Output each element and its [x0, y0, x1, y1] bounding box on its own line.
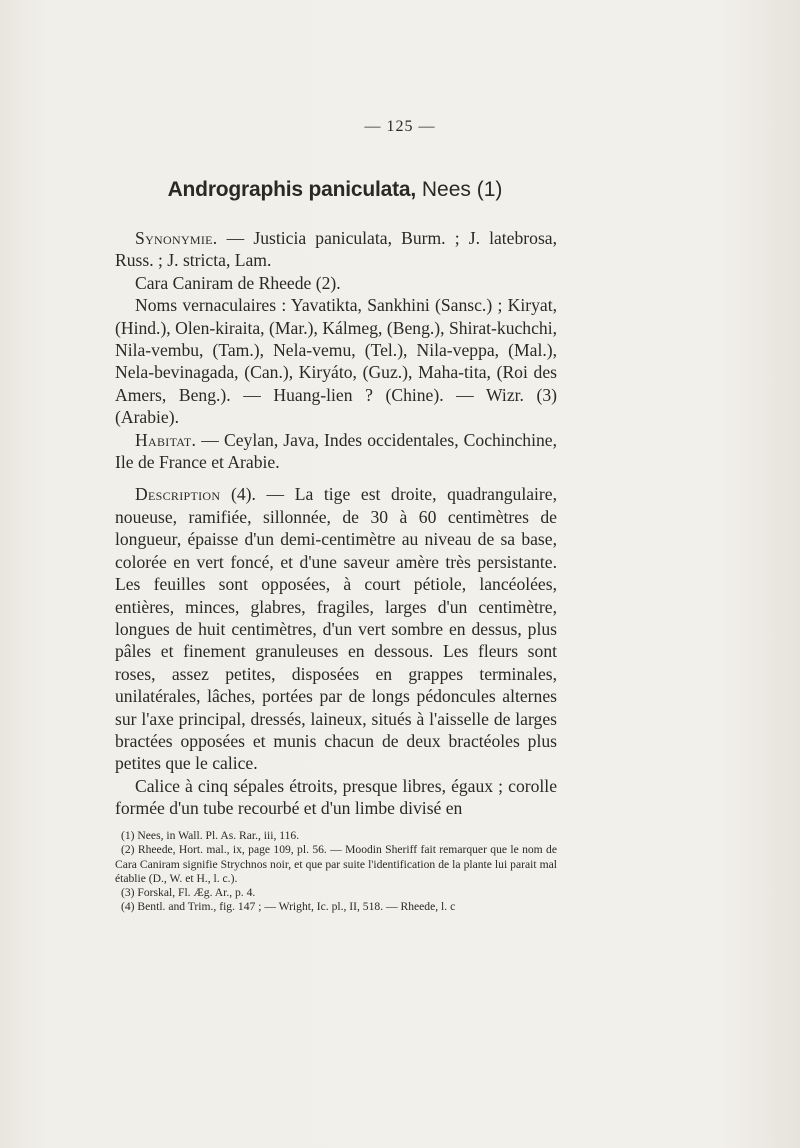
title-footnote-ref: (1): [476, 178, 503, 201]
page-number: — 125 —: [364, 118, 436, 135]
footnote-3: (3) Forskal, Fl. Æg. Ar., p. 4.: [121, 886, 256, 900]
footnote-1: (1) Nees, in Wall. Pl. As. Rar., iii, 116.: [121, 829, 300, 842]
paragraph-description: [115, 483, 557, 774]
paragraph-habitat: [115, 429, 557, 474]
label-description: Description: [135, 484, 221, 505]
page-title: [0, 178, 670, 202]
body-text: [115, 227, 557, 820]
label-habitat: Habitat.: [135, 429, 197, 450]
text-synonymie: — Justicia paniculata, Burm. ; J. latebrosa, Russ. ; J. stricta, Lam.: [115, 228, 557, 271]
footnote-2: (2) Rheede, Hort. mal., ix, page 109, pl. 56. — Moodin Sheriff fait remarquer que le nom de Cara Caniram signifie Strychnos noir, et que par suite l'identification de la plante lui parait mal établie (D., W. et H., l. c.).: [115, 843, 557, 885]
label-synonymie: Synonymie.: [135, 228, 218, 248]
paragraph-calice: Calice à cinq sépales étroits, presque libres, égaux ; corolle formée d'un tube recourbé et d'un limbe divisé en: [115, 775, 557, 819]
paragraph-synonymie: [115, 227, 557, 272]
title-author: Nees: [421, 178, 471, 201]
title-species: Andrographis paniculata,: [167, 178, 416, 201]
footnote-4: (4) Bentl. and Trim., fig. 147 ; — Wright, Ic. pl., II, 518. — Rheede, l. c: [121, 900, 456, 914]
paragraph-cara: Cara Caniram de Rheede (2).: [135, 272, 341, 293]
text-habitat: — Ceylan, Java, Indes occidentales, Cochinchine, Ile de France et Arabie.: [115, 429, 557, 473]
text-description: (4). — La tige est droite, quadrangulaire, noueuse, ramifiée, sillonnée, de 30 à 60 centimètres de longueur, épaisse d'un demi-centimètre au niveau de sa base, colorée en vert foncé, et d'une saveur amère très persistante. Les feuilles sont opposées, à court pétiole, lancéolées, entières, minces, glabres, fragiles, larges d'un centimètre, longues de huit centimètres, d'un vert sombre en dessus, plus pâles et finement granuleuses en dessous. Les fleurs sont roses, assez petites, disposées en grappes terminales, unilatérales, lâches, portées par de longs pédoncules alternes sur l'axe principal, dressés, laineux, situés à l'aisselle de larges bractées opposées et munis chacun de deux bractéoles plus petites que le calice.: [115, 484, 557, 774]
footnotes: [115, 829, 557, 915]
paragraph-noms-vernaculaires: Noms vernaculaires : Yavatikta, Sankhini (Sansc.) ; Kiryat, (Hind.), Olen-kiraita, (Mar.), Kálmeg, (Beng.), Shirat-kuchchi, Nila-vembu, (Tam.), Nela-vemu, (Tel.), Nila-veppa, (Mal.), Nela-bevinagada, (Can.), Kiryáto, (Guz.), Maha-tita, (Roi des Amers, Beng.). — Huang-lien ? (Chine). — Wizr. (3) (Arabie).: [115, 295, 557, 428]
